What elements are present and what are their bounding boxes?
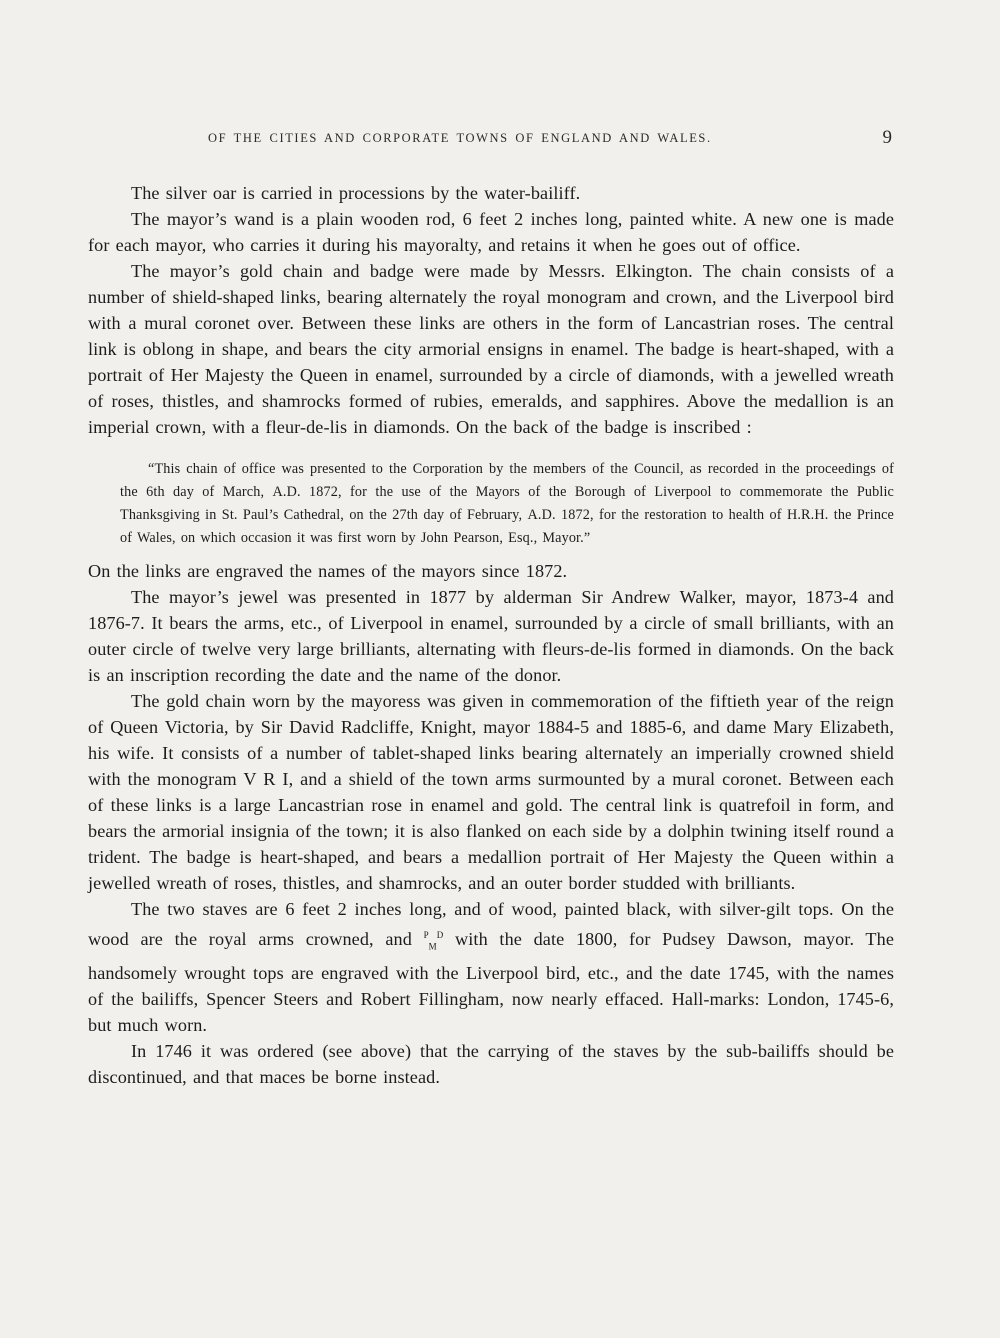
staves-part-1: The two staves are 6 feet 2 inches long, and of wood, painted black, with silver-gilt tops. On the wood are the royal arms crowned, and bbox=[88, 899, 894, 950]
paragraph-two-staves bbox=[88, 896, 894, 1038]
paragraph-sub-bailiffs: In 1746 it was ordered (see above) that the carrying of the staves by the sub-bailiffs should be discontinued, and that maces be borne instead. bbox=[88, 1040, 894, 1087]
quote-part-1: “This chain of office was presented to the Corporation by the members of the Council, as recorded in the proceedings of the 6th day of March, bbox=[120, 461, 894, 500]
inscription-quote bbox=[120, 458, 894, 550]
quote-ad-2: A.D. bbox=[527, 507, 556, 523]
quote-ad-1: A.D. bbox=[272, 484, 301, 500]
staves-part-2: with the date 1800, for Pudsey Dawson, mayor. The handsomely wrought tops are engraved with the Liverpool bird, etc., and the date 1745, with the names of the bailiffs, Spencer Steers and Robert Fillingham, now nearly effaced. Hall-marks: London, 1745-6, but much worn. bbox=[88, 929, 894, 1035]
paragraph-mayors-jewel: The mayor’s jewel was presented in 1877 by alderman Sir Andrew Walker, mayor, 1873-4 and 1876-7. It bears the arms, etc., of Liverpool in enamel, surrounded by a circle of small brilliants, with an outer circle of twelve very large brilliants, alternating with fleurs-de-lis formed in diamonds. On the back is an inscription recording the date and the name of the donor. bbox=[88, 587, 894, 685]
monogram bbox=[423, 929, 444, 952]
page-number: 9 bbox=[882, 127, 892, 148]
monogram-p: P bbox=[423, 930, 429, 940]
body-text bbox=[88, 180, 894, 1090]
monogram-m: M bbox=[428, 941, 437, 952]
paragraph-links-engraved: On the links are engraved the names of the mayors since 1872. bbox=[88, 561, 568, 581]
monogram-d: D bbox=[436, 930, 444, 940]
running-head bbox=[88, 127, 894, 151]
running-title: OF THE CITIES AND CORPORATE TOWNS OF ENGLAND AND WALES. bbox=[208, 131, 712, 145]
paragraph-mayoress-chain: The gold chain worn by the mayoress was given in commemoration of the fiftieth year of the reign of Queen Victoria, by Sir David Radcliffe, Knight, mayor 1884-5 and 1885-6, and dame Mary Elizabeth, his wife. It consists of a number of tablet-shaped links bearing alternately an imperially crowned shield with the monogram V R I, and a shield of the town arms surmounted by a mural coronet. Between each of these links is a large Lancastrian rose in enamel and gold. The central link is quatrefoil in form, and bears the armorial insignia of the town; it is also flanked on each side by a dolphin twining itself round a trident. The badge is heart-shaped, and bears a medallion portrait of Her Majesty the Queen within a jewelled wreath of roses, thistles, and shamrocks, and an outer border studded with brilliants. bbox=[88, 691, 894, 893]
paragraph-silver-oar: The silver oar is carried in processions by the water-bailiff. bbox=[131, 183, 581, 203]
quote-part-2: 1872, for the use of the Mayors of the Borough of Liverpool to commemorate the Public Thanksgiving in St. Paul’s Cathedral, on the 27th day of February, bbox=[120, 484, 894, 523]
paragraph-gold-chain: The mayor’s gold chain and badge were made by Messrs. Elkington. The chain consists of a number of shield-shaped links, bearing alternately the royal monogram and crown, and the Liverpool bird with a mural coronet over. Between these links are others in the form of Lancastrian roses. The central link is oblong in shape, and bears the city armorial ensigns in enamel. The badge is heart-shaped, with a portrait of Her Majesty the Queen in enamel, surrounded by a circle of diamonds, with a jewelled wreath of roses, thistles, and shamrocks formed of rubies, emeralds, and sapphires. Above the medallion is an imperial crown, with a fleur-de-lis in diamonds. On the back of the badge is inscribed : bbox=[88, 261, 894, 437]
quote-part-3: 1872, for the restoration to health of H.R.H. the Prince of Wales, on which occasion it was first worn by John Pearson, Esq., Mayor.” bbox=[120, 507, 895, 546]
paragraph-mayors-wand: The mayor’s wand is a plain wooden rod, 6 feet 2 inches long, painted white. A new one is made for each mayor, who carries it during his mayoralty, and retains it when he goes out of office. bbox=[88, 209, 894, 255]
